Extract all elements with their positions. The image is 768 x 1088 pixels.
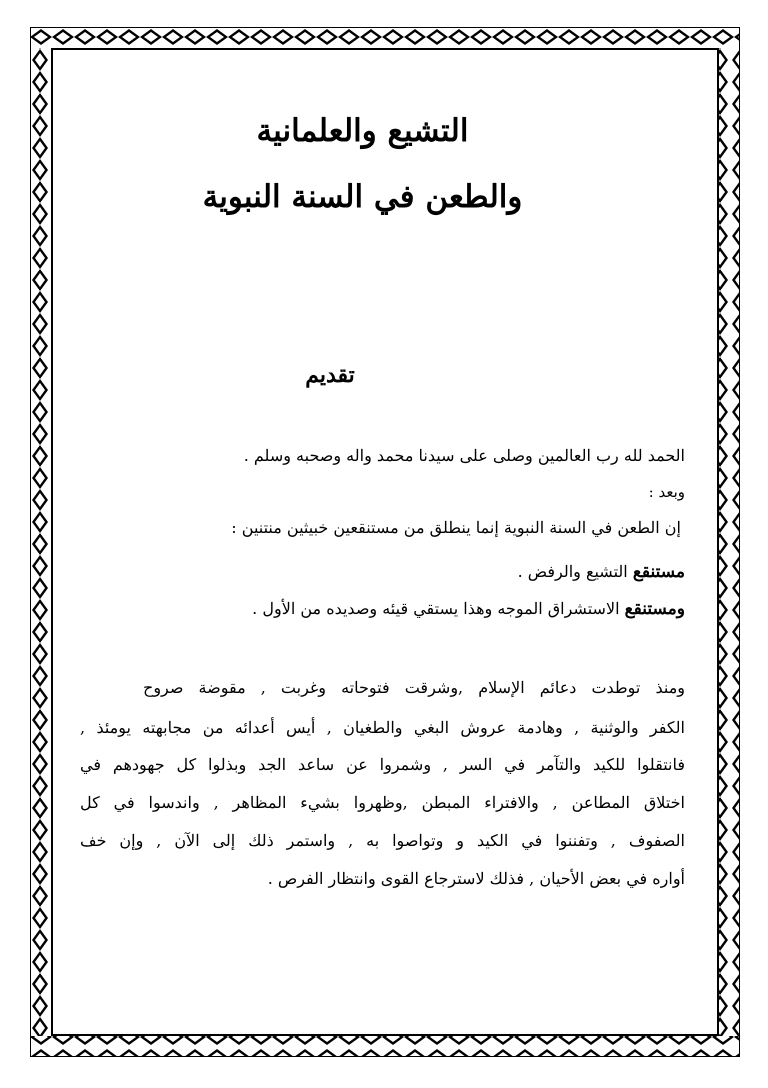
swamp-2-line [252, 598, 685, 620]
paragraph-line: اختلاق المطاعن , والافتراء المبطن ,وظهروا بشيء المظاهر , واندسوا في كل [80, 793, 685, 812]
paragraph-line: الصفوف , وتفننوا في الكيد و وتواصوا به , واستمر ذلك إلى الآن , وإن خف [80, 831, 685, 850]
swamp-2-text: الاستشراق الموجه وهذا يستقي قيئه وصديده من الأول . [252, 599, 620, 618]
swamp-2-keyword: ومستنقع [624, 599, 685, 619]
opening-line: وبعد : [648, 483, 685, 501]
praise-line: الحمد لله رب العالمين وصلى على سيدنا محمد واله وصحبه وسلم . [243, 446, 685, 465]
document-content [80, 90, 685, 990]
swamp-1-line [518, 561, 685, 583]
swamp-1-text: التشيع والرفض . [517, 562, 628, 581]
swamp-1-keyword: مستنقع [632, 562, 685, 582]
paragraph-line: أواره في بعض الأحيان , فذلك لاسترجاع القوى وانتظار الفرص . [267, 869, 685, 888]
paragraph-line: فانتقلوا للكيد والتآمر في السر , وشمروا عن ساعد الجد وبذلوا كل جهودهم في [80, 755, 685, 774]
title-line-2: والطعن في السنة النبوية [202, 179, 523, 215]
statement-line: إن الطعن في السنة النبوية إنما ينطلق من مستنقعين خبيثين منتنين : [231, 518, 681, 537]
section-heading: تقديم [305, 362, 355, 388]
paragraph-line: ومنذ توطدت دعائم الإسلام ,وشرقت فتوحاته وغربت , مقوضة صروح [143, 678, 686, 697]
paragraph-line: الكفر والوثنية , وهادمة عروش البغي والطغيان , أيس أعدائه من مجابهته يومئذ , [80, 718, 685, 737]
title-line-1: التشيع والعلمانية [256, 113, 469, 149]
